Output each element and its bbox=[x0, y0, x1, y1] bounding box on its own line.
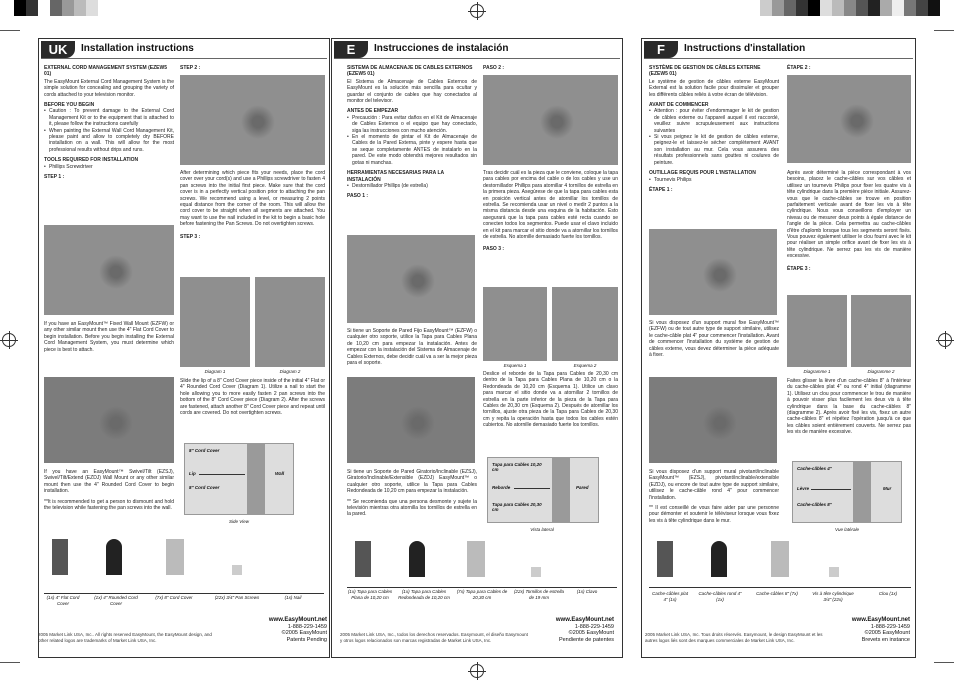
diagram1-photo bbox=[180, 277, 250, 367]
step3-text: Faites glisser la lèvre d'un cache-câbles 8" à l'intérieur du cache-câbles plat 4" ou rond 4" initial (diagramme 1). Utilisez un clou pour commencer le trou de manière à pouvoir visser plus facilement les deux vis à tête cylindrique dans la base du cache-câbles 8" (diagramme 2). Après avoir fixé les vis, fixez un autre cache-câbles 8" et répétez l'opération jusqu'à ce que les câbles soient entièrement couverts. Ne serrez pas les vis de manière excessive. bbox=[787, 378, 911, 436]
step1-text-block bbox=[347, 327, 477, 366]
panel-uk bbox=[38, 38, 330, 658]
diagram1-caption: Diagramme 1 bbox=[803, 369, 831, 374]
product-heading: SYSTÈME DE GESTION DE CÂBLES EXTERNE (EZEW5 01) bbox=[649, 65, 761, 78]
step1b-text-block bbox=[347, 468, 477, 518]
diagram2-caption: Diagram 2 bbox=[279, 369, 301, 374]
step1-text: If you have an EasyMount™ Fixed Wall Mount (EZFW) or any other similar mount then use the 4" Flat Cord Cover to begin installation. Before you begin installing the External Cord Management System, you must determine which piece is best to attach. bbox=[44, 321, 174, 353]
patent-status: Pendiente de patentes bbox=[558, 636, 614, 643]
tools-heading: HERRAMIENTAS NECESARIAS PARA LA INSTALACIÓN bbox=[347, 170, 444, 183]
contact-block bbox=[524, 617, 614, 643]
step2-heading: PASO 2 : bbox=[483, 65, 505, 71]
side-bottom-label: Tapa para Cables 20,30 cm bbox=[492, 502, 542, 512]
step2-photo bbox=[180, 75, 325, 165]
phone: 1-888-229-1459 bbox=[287, 623, 327, 630]
diagram2-photo bbox=[552, 287, 618, 361]
part-flat-cover bbox=[52, 539, 68, 575]
registration-mark-left bbox=[2, 333, 16, 347]
tools-item: • Tournevis Philips bbox=[649, 177, 779, 183]
before-heading: BEFORE YOU BEGIN bbox=[44, 102, 95, 109]
panel-es bbox=[331, 38, 623, 658]
diagram1-caption: Diagram 1 bbox=[204, 369, 226, 374]
before-item: • En el momento de pintar el Kit de Almacenaje de Cables de la Pared Externa, pinte y espere hasta que se seque completamente ANTES de instalarlo en la pared. De este modo obtendrá mejores resultados sin gotas ni manchas. bbox=[347, 134, 477, 166]
step1b-text: If you have an EasyMount™ Swivel/Tilt (EZSJ), Swivel/Tilt/Extend (EZDJ) Wall Mount or any other similar mount then use the 4" Rounded Cord Cover to begin installation. bbox=[44, 469, 174, 495]
side-lip-label: Reborde bbox=[492, 485, 511, 490]
left-column bbox=[649, 65, 779, 193]
step2-photo bbox=[787, 75, 911, 163]
right-column bbox=[180, 65, 325, 71]
registration-mark-bottom bbox=[470, 664, 484, 678]
copyright-year: ©2005 EasyMount bbox=[281, 630, 327, 636]
right-column bbox=[787, 65, 911, 71]
step2-heading: STEP 2 : bbox=[180, 65, 201, 71]
part-caption: (1x) 4" Flat Cord Cover bbox=[46, 595, 80, 606]
step3-heading: STEP 3 : bbox=[180, 233, 201, 240]
panel-title: Instrucciones de instalación bbox=[374, 43, 509, 54]
website: www.EasyMount.net bbox=[268, 617, 327, 623]
diagram1-photo bbox=[787, 295, 847, 367]
part-caption: Cache-câbles 8" (7x) bbox=[756, 591, 798, 596]
contact-block bbox=[239, 617, 327, 643]
part-caption: (7x) 8" Cord Cover bbox=[155, 595, 193, 600]
step1-text-block bbox=[649, 319, 779, 358]
tools-item: • Phillips Screwdriver bbox=[44, 164, 174, 170]
diagram2-photo bbox=[255, 277, 325, 367]
side-view-diagram bbox=[184, 443, 294, 515]
step1-heading: ÉTAPE 1 : bbox=[649, 186, 673, 193]
part-caption: (1x) Nail bbox=[284, 595, 302, 600]
step1-text-block bbox=[44, 320, 174, 353]
side-top-label: Cache-câbles 4" bbox=[797, 466, 832, 471]
step2-heading: ÉTAPE 2 : bbox=[787, 65, 811, 71]
step1-photo bbox=[649, 229, 777, 315]
intro-text: The EasyMount External Cord Management System is the simple solution for concealing and grouping the variety of cords attached to your television monitor. bbox=[44, 78, 174, 98]
step1b-text: Si tiene un Soporte de Pared Giratorio/Inclinable (EZSJ), Giratorio/Inclinable/Extensible (EZDJ) EasyMount™ o cualquier otro soporte, utilice la Tapa para Cables Redondeada de 10,20 cm para empezar la instalación. bbox=[347, 469, 477, 495]
panel-header bbox=[41, 41, 327, 59]
step2-text: Tras decidir cuál es la pieza que le conviene, coloque la tapa para cables por encima del cable o de los cables y use un destornillador Phillips para atornillar 4 tornillos de estrella en la primera pieza. Asegúrese de que la tapa para cables esta en posición vertical antes de atornillar los tornillos de estrella. Se recomienda usar un nivel o medir 2 puntos a la misma distancia desde una esquina de la habitación. Esto asegurará que la tapa para cables esté recta cuando se conecten todos los segmentos. Puede usar el clavo incluido en el kit para marcar el sitio donde va a atornillar los tornillos de estrella. No atornille demasiado fuerte los tornillos. bbox=[483, 170, 618, 241]
part-screws bbox=[232, 565, 242, 575]
crop-mark bbox=[0, 662, 20, 663]
parts-row bbox=[44, 539, 324, 575]
tools-heading: OUTILLAGE REQUIS POUR L'INSTALLATION bbox=[649, 170, 756, 177]
step1-photo bbox=[347, 235, 475, 323]
patent-status: Patents Pending bbox=[286, 636, 327, 643]
step2-text-block bbox=[787, 169, 911, 272]
side-view-caption: Vue latérale bbox=[835, 527, 859, 532]
step2-text: Après avoir déterminé la pièce correspondant à vos besoins, placez le cache-câbles sur vos câbles et utilisez un tournevis Philips pour fixer les quatre vis à tête cylindrique dans la première pièce initiale. Assurez-vous que le cache-câbles se trouve en position parfaitement verticale avant de fixer les vis à tête cylindrique. Nous vous conseillons d'employer un niveau ou de mesurer deux points à égale distance de l'angle de la pièce. Cela permettra au cache-câbles d'être d'aplomb lorsque tous les segments seront fixés. Vous pouvez également utiliser le clou fourni avec le kit pour réaliser un simple orifice avant de fixer les vis à tête cylindrique. Ne serrez pas les vis de manière excessive. bbox=[787, 170, 911, 260]
before-item: • When painting the External Wall Cord Management Kit, please paint and allow to completely dry BEFORE installation on a wall. This will allow for the most professional results without drips and runs. bbox=[44, 128, 174, 154]
diagram1-photo bbox=[483, 287, 547, 361]
language-badge: E bbox=[334, 41, 368, 58]
side-view-caption: Side View bbox=[229, 519, 249, 524]
product-heading: SISTEMA DE ALMACENAJE DE CABLES EXTERNOS (EZEW5 01) bbox=[347, 65, 473, 78]
side-view-diagram bbox=[487, 457, 599, 523]
side-lip-label: Lip bbox=[189, 471, 196, 476]
copyright-uk: 2005 Market Link USA, Inc.. All rights reserved EasyMount, the EasyMount design, and other related logos are trademarks of Market Link USA, Inc. bbox=[38, 632, 212, 643]
step3-text-block bbox=[483, 370, 618, 429]
step3-text: Deslice el reborde de la Tapa para Cables de 20,30 cm dentro de la Tapa para Cables Plana de 10,20 cm o la Redondeada de 10,20 cm (Esquema 1). Utilice un clavo para marcar el sitio donde va a atornillar 2 tornillos de estrella en la parte inferior de la pieza de la Tapa para Cables de 20,30 cm (Esquema 2). Después de atornillar los tornillos, ajuste otra pieza de la Tapa para Cables de 20,30 cm y repita la operación hasta que todos los cables estén cubiertos. No atornille demasiado fuerte los tornillos. bbox=[483, 371, 618, 429]
color-bar-left bbox=[14, 0, 110, 16]
step1-heading: STEP 1 : bbox=[44, 174, 65, 181]
diagram2-photo bbox=[851, 295, 911, 367]
step1b-text-block bbox=[44, 468, 174, 511]
step2-text-block bbox=[483, 169, 618, 253]
part-caption: Cache-câbles rond 4" (1x) bbox=[698, 591, 742, 602]
side-view-caption: Vista lateral bbox=[530, 527, 554, 532]
panel-title: Installation instructions bbox=[81, 43, 194, 54]
language-badge: F bbox=[644, 41, 678, 58]
side-bottom-label: Cache-câbles 8" bbox=[797, 502, 832, 507]
parts-row bbox=[347, 541, 617, 577]
note-text: ** Il est conseillé de vous faire aider par une personne pour démonter et soutenir le téléviseur lorsque vous fixez les vis à tête cylindrique dans le mur. bbox=[649, 505, 779, 524]
copyright-year: ©2005 EasyMount bbox=[864, 630, 910, 636]
step2-photo bbox=[483, 75, 618, 165]
patent-status: Brevets en instance bbox=[861, 636, 910, 643]
side-wall-label: Wall bbox=[275, 471, 285, 476]
parts-row bbox=[649, 541, 911, 577]
tools-item: • Destornillador Phillips (de estrella) bbox=[347, 183, 477, 189]
part-caption: (22x) Tornillos de estrella de 19 mm bbox=[513, 589, 565, 600]
step3-text-block bbox=[180, 377, 325, 416]
step3-heading: ÉTAPE 3 : bbox=[787, 265, 811, 272]
note-text: **It is recommended to get a person to dismount and hold the television while fastening the pan screws into the wall. bbox=[44, 498, 174, 512]
intro-text: El Sistema de Almacenaje de Cables Externos de EasyMount es la solución más sencilla para ocultar y guardar el conjunto de cables que hay conectados al monitor del televisor. bbox=[347, 78, 477, 105]
diagram2-caption: Esquema 2 bbox=[573, 363, 597, 368]
website: www.EasyMount.net bbox=[851, 617, 910, 623]
side-view-diagram bbox=[792, 461, 902, 523]
part-caption: (1x) Tapa para Cables Redondeada de 10,20 cm bbox=[398, 589, 450, 600]
product-heading: EXTERNAL CORD MANAGEMENT SYSTEM (EZEW5 01) bbox=[44, 65, 167, 78]
side-wall-label: Pared bbox=[576, 485, 589, 490]
before-item: • Precaución : Para evitar daños en el Kit de Almacenaje de Cables Externos o el equipo que hay conectado, siga las instrucciones con mucho atención. bbox=[347, 115, 477, 134]
step3-text-block bbox=[787, 377, 911, 436]
side-top-label: Tapa para Cables 10,20 cm bbox=[492, 462, 542, 472]
right-column bbox=[483, 65, 618, 71]
step1b-photo bbox=[649, 377, 777, 463]
panel-title: Instructions d'installation bbox=[684, 43, 806, 54]
language-badge: UK bbox=[41, 41, 75, 58]
part-caption: Cache-câbles plat 4" (1x) bbox=[651, 591, 689, 602]
step2-text-block bbox=[180, 169, 325, 240]
part-caption: (1x) Tapa para Cables Plana de 10,20 cm bbox=[347, 589, 393, 600]
copyright-es: 2005 Market Link USA, Inc., todos los derechos reservados. Easymount, el diseño Easymount y otros logos relacionados son marcas registradas de Market Link USA, Inc. bbox=[340, 632, 528, 643]
intro-text: Le système de gestion de câbles externe EasyMount External est la solution facile pour dissimuler et grouper les différents câbles reliés à votre écran de télévision. bbox=[649, 78, 779, 98]
step1-text: Si vous disposez d'un support mural fixe EasyMount™ (EZFW) ou de tout autre type de support similaire, utilisez le cache-câble plat 4" pour commencer l'installation. Avant de commencer l'installation du système de gestion de câbles externe, vous devez déterminer la pièce adéquate à fixer. bbox=[649, 320, 779, 359]
before-item: • Attention : pour éviter d'endommager le kit de gestion de câbles externe ou l'appareil auquel il est raccordé, veuillez suivre scrupuleusement aux instructions suivantes bbox=[649, 108, 779, 134]
phone: 1-888-229-1459 bbox=[574, 623, 614, 630]
part-caption: Clou (1x) bbox=[878, 591, 898, 596]
color-bar-right bbox=[760, 0, 940, 16]
registration-mark-top bbox=[470, 4, 484, 18]
phone: 1-888-229-1459 bbox=[870, 623, 910, 630]
crop-mark bbox=[934, 30, 954, 31]
website: www.EasyMount.net bbox=[555, 617, 614, 623]
side-top-label: 8" Cord Cover bbox=[189, 448, 220, 453]
registration-mark-right bbox=[938, 333, 952, 347]
side-bottom-label: 8" Cord Cover bbox=[189, 485, 220, 490]
step1b-photo bbox=[44, 377, 174, 463]
part-caption: (7x) Tapa para Cables de 20,30 cm bbox=[456, 589, 508, 600]
left-column bbox=[44, 65, 174, 181]
diagram2-caption: Diagramme 2 bbox=[867, 369, 895, 374]
part-caption: (22x) 3/4" Pan Screws bbox=[214, 595, 260, 600]
crop-mark bbox=[934, 662, 954, 663]
step1-heading: PASO 1 : bbox=[347, 193, 369, 200]
step1-photo bbox=[44, 225, 174, 315]
note-text: ** Se recomienda que una persona desmonte y sujete la televisión mientras otra atornilla los tornillos de estrella en la pared. bbox=[347, 498, 477, 518]
left-column bbox=[347, 65, 477, 200]
copyright-fr: 2005 Market Link USA, Inc. Tous droits réservés. Easymount, le design EasyMount et les autres logos liés sont des marques commerciales de Market Link USA, Inc. bbox=[645, 632, 823, 643]
before-item: • Caution : To prevent damage to the External Cord Management Kit or to the equipment that is attached to it, please follow the instructions carefully bbox=[44, 108, 174, 127]
contact-block bbox=[820, 617, 910, 643]
part-8-cover bbox=[166, 539, 184, 575]
diagram1-caption: Esquema 1 bbox=[503, 363, 527, 368]
step1b-text-block bbox=[649, 468, 779, 524]
part-caption: (1x) 4" Rounded Cord Cover bbox=[94, 595, 138, 606]
part-caption: (1x) Clavo bbox=[576, 589, 598, 594]
panel-fr bbox=[641, 38, 916, 658]
step1-text: Si tiene un Soporte de Pared Fijo EasyMount™ (EZFW) o cualquier otro soporte, utilice la Tapa para Cables Plana de 10,20 cm para empezar la instalación. Antes de empezar con la instalación del Sistema de Almacenaje de Cables Externos, debe decidir cuál va a ser la mejor pieza para el soporte. bbox=[347, 328, 477, 367]
step1b-text: Si vous disposez d'un support mural pivotant/inclinable EasyMount™ (EZSJ), pivotant/inclinable/extensible (EZDJ), ou encore de tout autre type de support similaire, utilisez le cache-câble rond 4" pour commencer l'installation. bbox=[649, 469, 779, 501]
step1b-photo bbox=[347, 377, 475, 463]
before-item: • Si vous peignez le kit de gestion de câbles externe, peignez-le et laissez-le sécher complètement AVANT son installation au mur. Cela vous assurera des résultats professionnels sans gouttes ni coulures de peinture. bbox=[649, 134, 779, 166]
panel-header bbox=[644, 41, 913, 59]
crop-mark bbox=[0, 30, 20, 31]
tools-heading: TOOLS REQUIRED FOR INSTALLATION bbox=[44, 157, 139, 164]
step2-text: After determining which piece fits your needs, place the cord cover over your cord(s) and use a Phillips screwdriver to fasten 4 pan screws into the initial first piece. Make sure that the cord cover is in a perfectly vertical position prior to attaching the pan screws. We recommend using a level, or measuring 2 points equal distance from the corner of the room. This will allow the cord cover to be straight when all segments are attached. You may want to use the nail included in the kit to begin a basic hole before fastening the Pan Screws. Do not overtighten screws. bbox=[180, 170, 325, 228]
part-caption: Vis à tête cylindrique 3/4" (22x) bbox=[812, 591, 854, 602]
step3-text: Slide the lip of a 8" Cord Cover piece inside of the initial 4" Flat or 4" Rounded Cord Cover (Diagram 1). Utilize a nail to start the hole allowing you to more easily fasten 2 pan screws into the bottom of the 8" Cord Cover piece (Diagram 2). After the screws are fastened, attach another 8" Cord Cover piece and repeat until cords are covered. Do not overtighten screws. bbox=[180, 378, 325, 417]
side-wall-label: Mur bbox=[883, 486, 892, 491]
copyright-year: ©2005 EasyMount bbox=[568, 630, 614, 636]
before-heading: AVANT DE COMMENCER bbox=[649, 102, 709, 109]
step3-heading: PASO 3 : bbox=[483, 246, 505, 253]
panel-header bbox=[334, 41, 620, 59]
side-lip-label: Lèvre bbox=[797, 486, 810, 491]
before-heading: ANTES DE EMPEZAR bbox=[347, 108, 399, 115]
part-rounded-cover bbox=[106, 539, 122, 575]
